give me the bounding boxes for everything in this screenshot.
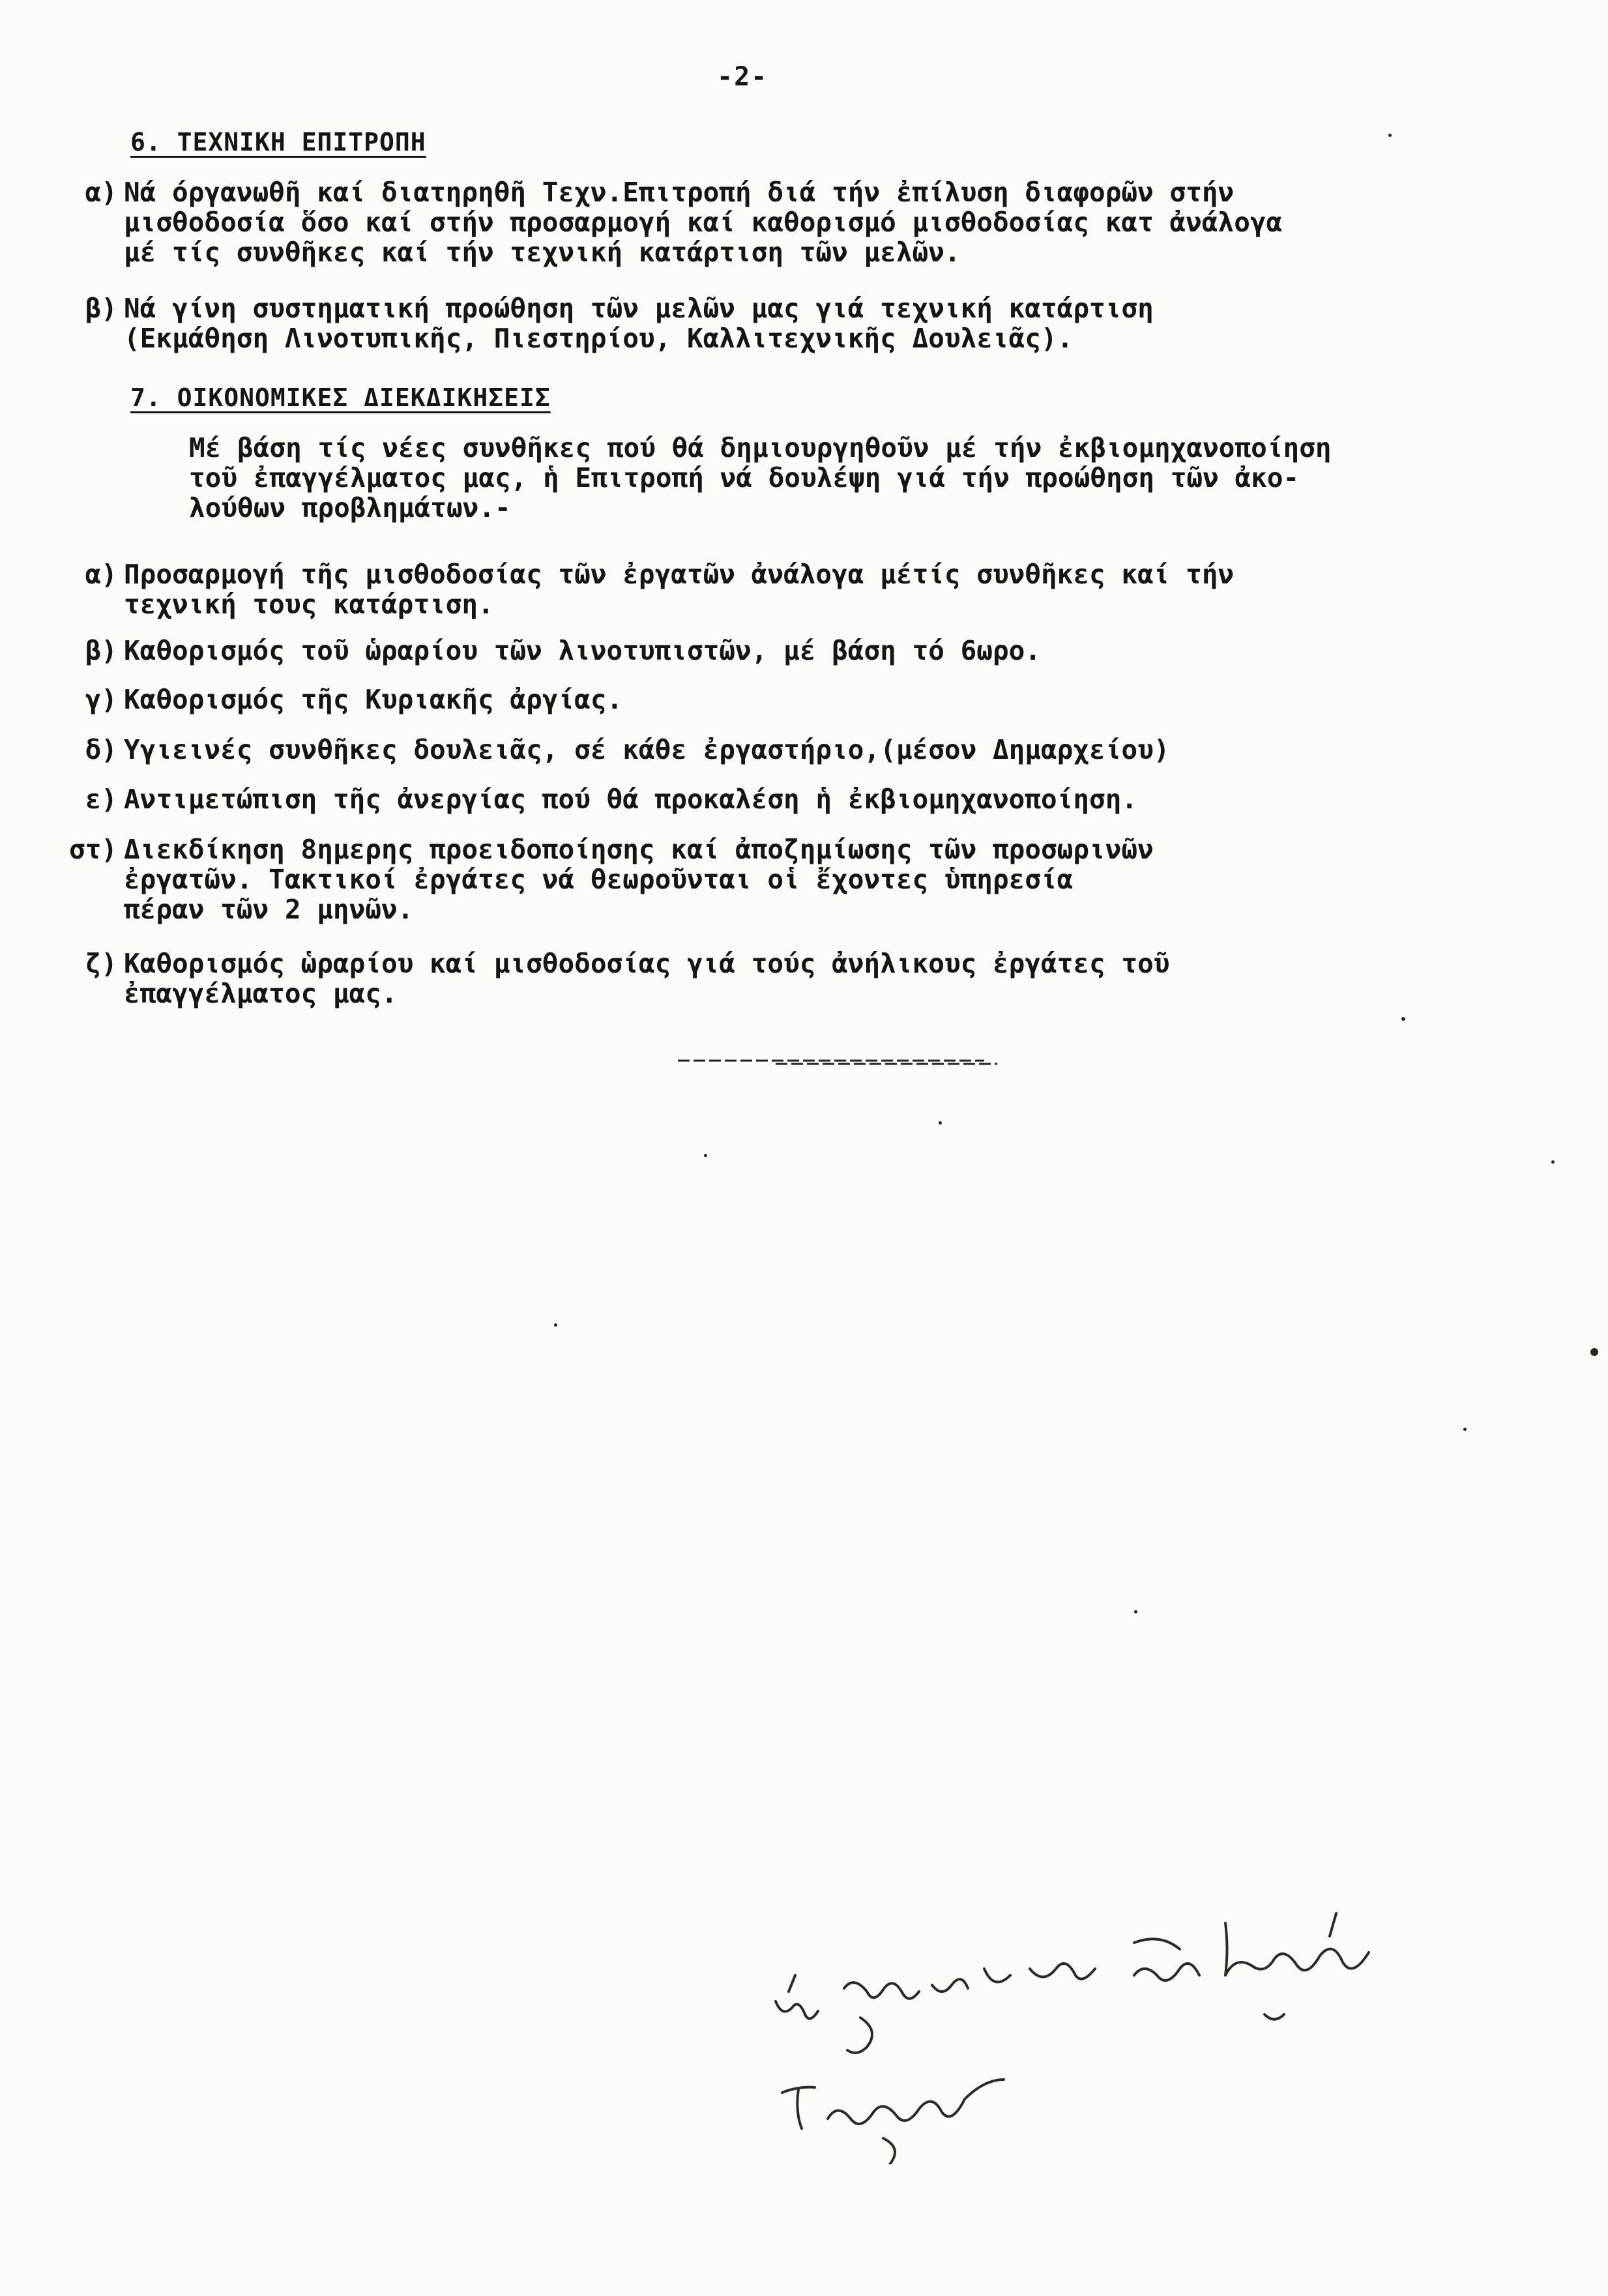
item-line: Υγιεινές συνθῆκες δουλειᾶς, σέ κάθε ἐργαστήριο,(μέσον Δημαρχείου) [124, 734, 1170, 765]
item-marker: ζ) [85, 948, 117, 979]
item-marker: στ) [68, 834, 117, 865]
item-text [124, 636, 1041, 666]
item-text [124, 177, 1282, 267]
item-text [124, 735, 1169, 765]
item-line: μισθοδοσία ὅσο καί στήν προσαρμογή καί καθορισμό μισθοδοσίας κατ ἀνάλογα [124, 207, 1283, 238]
item-line: τεχνική τους κατάρτιση. [124, 589, 494, 620]
scan-speck [1401, 1017, 1405, 1021]
item-text [124, 559, 1234, 619]
scan-speck [554, 1323, 557, 1327]
item-line: πέραν τῶν 2 μηνῶν. [124, 894, 414, 925]
intro-line: Μέ βάση τίς νέες συνθῆκες πού θά δημιουργηθοῦν μέ τήν ἐκβιομηχανοποίηση [189, 432, 1332, 464]
item-marker: α) [85, 559, 117, 590]
item-text [124, 784, 1137, 814]
item-line: Αντιμετώπιση τῆς ἀνεργίας πού θά προκαλέση ἡ ἐκβιομηχανοποίηση. [124, 784, 1138, 815]
item-text [124, 834, 1154, 924]
item-line: Καθορισμός τοῦ ὡραρίου τῶν λινοτυπιστῶν, μέ βάση τό 6ωρο. [124, 635, 1041, 666]
item-line: Καθορισμός ὡραρίου καί μισθοδοσίας γιά τούς ἀνήλικους ἐργάτες τοῦ [124, 948, 1170, 979]
item-text [124, 949, 1169, 1008]
item-line: (Εκμάθηση Λινοτυπικῆς, Πιεστηρίου, Καλλιτεχνικῆς Δουλειᾶς). [124, 323, 1074, 354]
item-line: μέ τίς συνθῆκες καί τήν τεχνική κατάρτιση τῶν μελῶν. [124, 237, 961, 268]
separator-line [678, 1057, 997, 1067]
item-line: ἐπαγγέλματος μας. [124, 978, 398, 1009]
item-line: Νά όργανωθῆ καί διατηρηθῆ Τεχν.Επιτροπή διά τήν ἐπίλυση διαφορῶν στήν [124, 177, 1235, 208]
item-marker: α) [85, 177, 117, 208]
intro-line: λούθων προβλημάτων.- [189, 492, 511, 523]
scan-speck [1388, 134, 1392, 137]
section-6-heading: 6. ΤΕΧΝΙΚΗ ΕΠΙΤΡΟΠΗ [130, 128, 426, 156]
item-line: ἐργατῶν. Τακτικοί ἐργάτες νά θεωροῦνται οἱ ἔχοντες ὑπηρεσία [124, 864, 1074, 895]
intro-line: τοῦ ἐπαγγέλματος μας, ἡ Επιτροπή νά δουλέψη γιά τήν προώθηση τῶν ἀκο- [189, 462, 1300, 493]
scan-speck [1590, 1348, 1598, 1356]
section-7-heading: 7. ΟΙΚΟΝΟΜΙΚΕΣ ΔΙΕΚΔΙΚΗΣΕΙΣ [130, 383, 551, 412]
scan-speck [1463, 1428, 1467, 1431]
item-line: Διεκδίκηση 8ημερης προειδοποίησης καί ἀποζημίωσης τῶν προσωρινῶν [124, 834, 1154, 865]
item-text [124, 684, 622, 714]
scan-speck [704, 1154, 707, 1157]
item-line: Προσαρμογή τῆς μισθοδοσίας τῶν ἐργατῶν ἀνάλογα μέτίς συνθῆκες καί τήν [124, 559, 1235, 590]
item-line: Καθορισμός τῆς Κυριακῆς ἀργίας. [124, 684, 623, 715]
handwritten-annotation [769, 1877, 1525, 2164]
scan-speck [1551, 1160, 1555, 1164]
section-7-intro [189, 433, 1332, 523]
item-line: Νά γίνη συστηματική προώθηση τῶν μελῶν μας γιά τεχνική κατάρτιση [124, 293, 1154, 324]
item-marker: β) [85, 293, 117, 324]
scan-speck [1134, 1610, 1137, 1613]
item-marker: δ) [85, 734, 117, 765]
item-text [124, 293, 1154, 353]
scan-speck [939, 1121, 942, 1125]
item-marker: γ) [85, 684, 117, 715]
item-marker: ε) [85, 784, 117, 815]
item-marker: β) [85, 635, 117, 666]
page-number: -2- [717, 62, 768, 92]
